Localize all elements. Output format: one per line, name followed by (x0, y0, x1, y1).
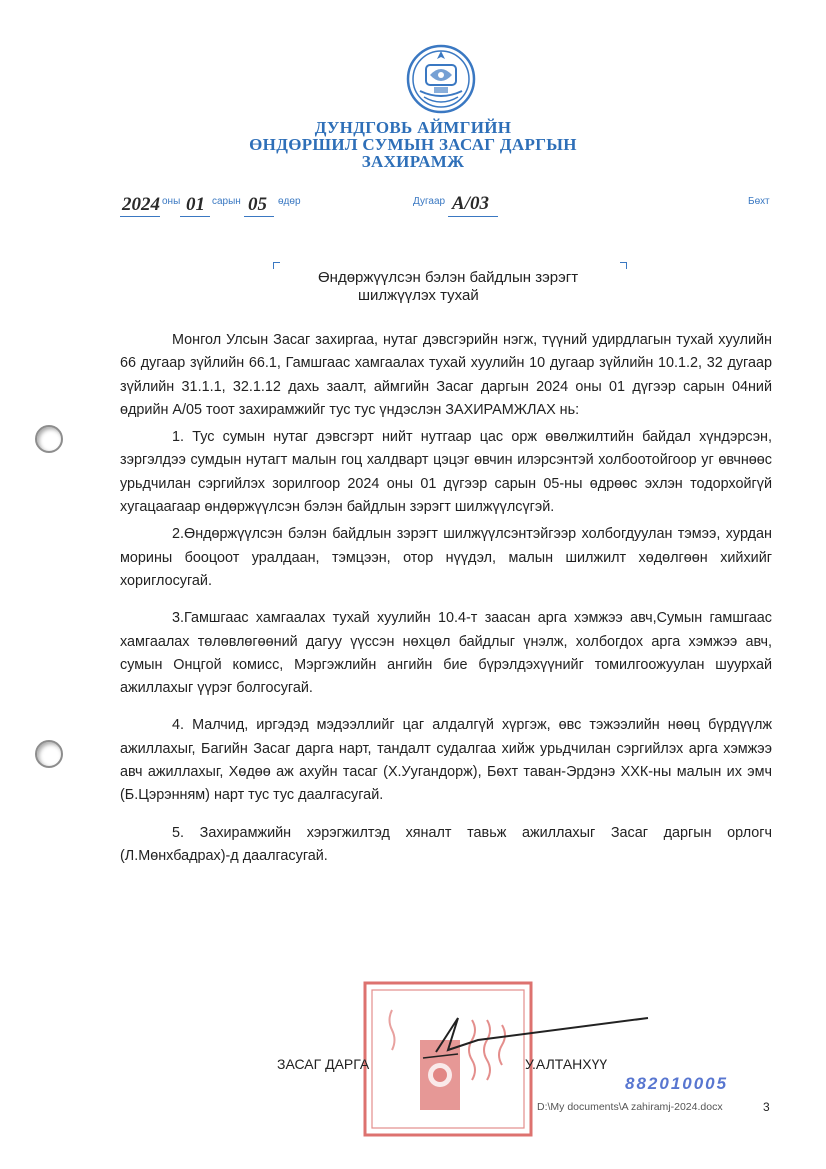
order-item-4: 4. Малчид, иргэдэд мэдээллийг цаг алдалгүй хүргэж, өвс тэжээлийн нөөц бүрдүүлж ажиллахыг, Багийн Засаг дарга нарт, тандалт судалгаа хийж урьдчилан сэргийлэх арга хэмжээ авч ажиллахыг, Хөдөө аж ахуйн тасаг (Х.Уугандорж), Бөхт таван-Эрдэнэ ХХК-ны малын их эмч (Б.Цэрэнням) нарт тус тус даалгасугай. (120, 717, 772, 804)
file-path: D:\My documents\A zahiramj-2024.docx (537, 1101, 723, 1113)
punch-hole-bottom (35, 740, 63, 768)
header-soum: ӨНДӨРШИЛ СУМЫН ЗАСАГ ДАРГЫН (249, 135, 577, 154)
punch-hole-top (35, 425, 63, 453)
order-item-1: 1. Тус сумын нутаг дэвсгэрт нийт нутгаар цас орж өвөлжилтийн байдал хүндэрсэн, зэргэлдээ сумдын нутагт малын гоц халдварт цэцэг өвчин илэрсэнтэй холбоотойгоор уг өвчнөөс урьдчилан сэргийлэх зорилгоор 2024 оны 01 дүгээр сарын 05-ны өдрөөс эхлэн тодорхойгүй хугацаагаар өндөржүүлсэн бэлэн байдлын зэрэгт шилжүүлсүгэй. (120, 429, 772, 516)
title-corner-left (273, 262, 280, 269)
bleed-through-text (676, 1040, 679, 1052)
state-emblem-icon (406, 43, 476, 115)
order-item-3: 3.Гамшгаас хамгаалах тухай хуулийн 10.4-т заасан арга хэмжээ авч,Сумын гамшгаас хамгаалах төлөвлөгөөний дагуу үүссэн нөхцөл байдлыг үнэлж, холбогдох арга хэмжээ авч, сумын Онцгой комисс, Мэргэжлийн ангийн бие бүрэлдэхүүнийг томилгоожуулан шуурхай ажиллахыг үүрэг болгосугай. (120, 610, 772, 697)
handwritten-month: 01 (186, 194, 205, 215)
day-underline (244, 216, 274, 217)
order-item-5: 5. Захирамжийн хэрэгжилтэд хяналт тавьж ажиллахыг Засаг даргын орлогч (Л.Мөнхбадрах)-д даалгасугай. (120, 824, 772, 864)
month-underline (180, 216, 210, 217)
header-doc-type: ЗАХИРАМЖ (361, 152, 465, 171)
month-label: сарын (212, 196, 241, 207)
preamble-paragraph: Монгол Улсын Засаг захиргаа, нутаг дэвсгэрийн нэгж, түүний удирдлагын тухай хуулийн 66 дугаар зүйлийн 66.1, Гамшгаас хамгаалах тухай хуулийн 10 дугаар зүйлийн 10.1.2, 32 дугаар зүйлийн 31.1.1, 32.1.12 дахь заалт, аймгийн Засаг даргын 2024 оны 01 дүгээр сарын 04ний өдрийн А/05 тоот захирамжийг тус тус үндэслэн ЗАХИРАМЖЛАХ нь: (120, 332, 772, 418)
number-label: Дугаар (413, 196, 446, 207)
signer-name: У.АЛТАНХҮҮ (525, 1056, 608, 1072)
title-corner-right (620, 262, 627, 269)
header-aimag: ДУНДГОВЬ АЙМГИЙН (314, 118, 512, 137)
handwritten-number: А/03 (452, 193, 489, 214)
order-item-2: 2.Өндөржүүлсэн бэлэн байдлын зэрэгт шилжүүлсэнтэйгээр холбогдуулан тэмээ, хурдан морины бооцоот уралдаан, тэмцээн, отор нүүдэл, малын шилжилт хөдөлгөөн хийхийг хориглосугай. (120, 526, 772, 589)
page-number: 3 (763, 1100, 770, 1114)
handwritten-day: 05 (248, 194, 267, 215)
year-underline (120, 216, 160, 217)
day-label: өдөр (278, 196, 301, 207)
year-label: оны (162, 196, 181, 207)
handwritten-year: 2024 (122, 194, 160, 215)
document-body (120, 329, 772, 868)
place-label: Бөхт (748, 196, 770, 207)
registration-number: 882010005 (625, 1074, 729, 1093)
document-title-line2: шилжүүлэх тухай (358, 287, 479, 304)
number-underline (448, 216, 498, 217)
document-title-line1: Өндөржүүлсэн бэлэн байдлын зэрэгт (318, 269, 579, 286)
signer-position: ЗАСАГ ДАРГА (277, 1056, 370, 1072)
